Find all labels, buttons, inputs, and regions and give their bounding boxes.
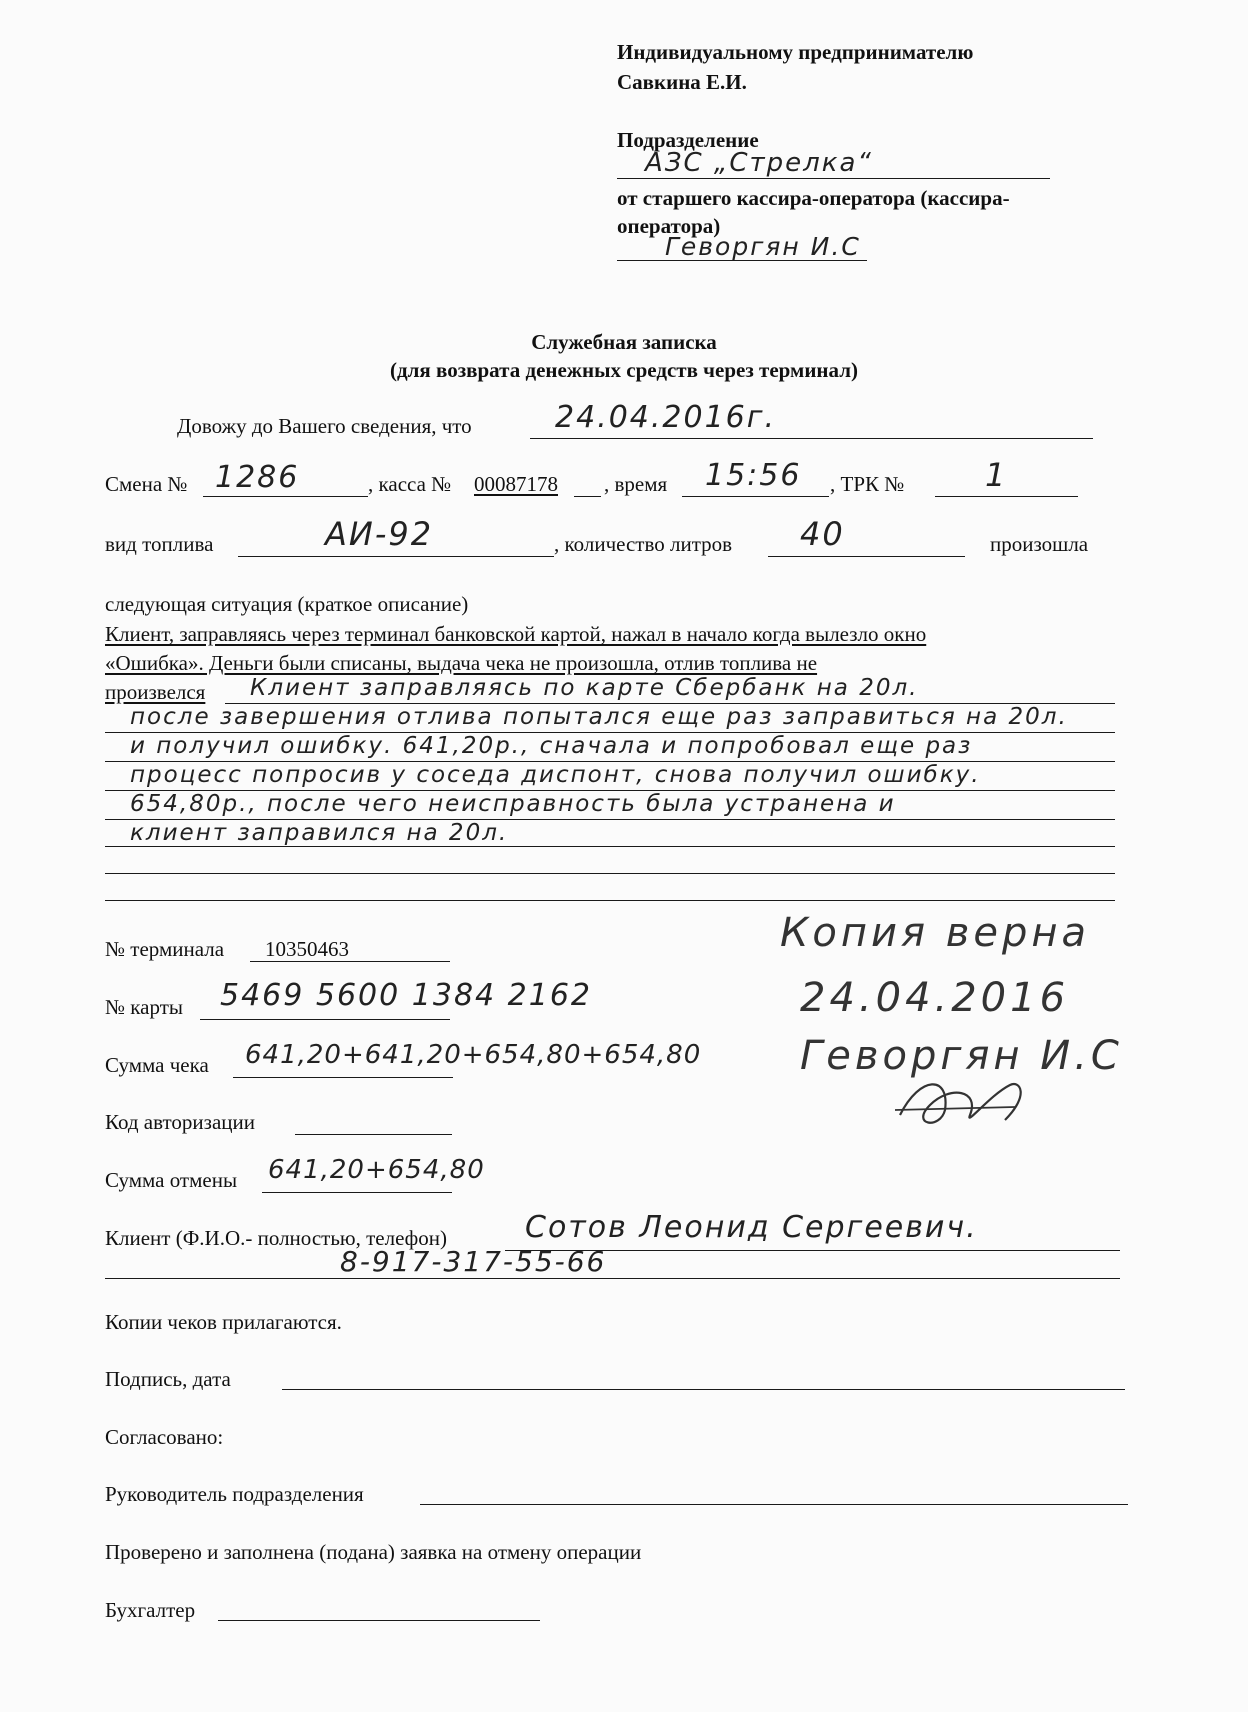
head-line <box>420 1504 1128 1505</box>
client-name-handwriting: Сотов Леонид Сергеевич. <box>525 1210 978 1245</box>
card-line <box>200 1019 450 1020</box>
auth-label: Код авторизации <box>105 1110 255 1134</box>
intro-date-line <box>530 438 1093 439</box>
shift-line <box>203 496 368 497</box>
card-handwriting: 5469 5600 1384 2162 <box>220 978 592 1013</box>
situation-line-7 <box>105 873 1115 874</box>
intro-date-handwriting: 24.04.2016г. <box>555 400 777 435</box>
check-sum-label: Сумма чека <box>105 1053 209 1077</box>
liters-handwriting: 40 <box>800 515 845 553</box>
signature-date-label: Подпись, дата <box>105 1367 231 1391</box>
liters-label: , количество литров <box>554 532 733 556</box>
fuel-type-label: вид топлива <box>105 532 214 556</box>
fuel-type-handwriting: АИ-92 <box>325 515 434 553</box>
situation-handwriting-5: 654,80р., после чего неисправность была устранена и <box>130 791 896 817</box>
division-handwriting: АЗС „Стрелка“ <box>645 148 873 178</box>
check-sum-handwriting: 641,20+641,20+654,80+654,80 <box>245 1040 702 1070</box>
cash-value: 00087178 <box>474 472 558 496</box>
situation-line-8 <box>105 900 1115 901</box>
memo-title: Служебная записка <box>531 330 717 354</box>
agreed-label: Согласовано: <box>105 1425 224 1449</box>
client-label: Клиент (Ф.И.О.- полностью, телефон) <box>105 1226 447 1250</box>
situation-typed-2: «Ошибка». Деньги были списаны, выдача чека не произошла, отлив топлива не <box>105 651 818 675</box>
situation-handwriting-2: после завершения отлива попытался еще раз заправиться на 20л. <box>130 704 1068 730</box>
shift-handwriting: 1286 <box>215 460 300 495</box>
intro-label: Довожу до Вашего сведения, что <box>177 414 472 438</box>
happened-label: произошла <box>990 532 1089 556</box>
accountant-label: Бухгалтер <box>105 1598 196 1622</box>
from-line <box>617 260 867 261</box>
stamp-line3: Геворгян И.С <box>800 1033 1123 1079</box>
time-handwriting: 15:56 <box>705 458 802 493</box>
addressee-line1: Индивидуальному предпринимателю <box>617 40 974 64</box>
check-sum-line <box>233 1077 453 1078</box>
from-label: от старшего кассира-оператора (кассира- <box>617 186 1010 210</box>
division-line <box>617 178 1050 179</box>
cash-label: , касса № <box>368 472 452 496</box>
terminal-line <box>250 961 450 962</box>
stamp-line2: 24.04.2016 <box>800 975 1070 1021</box>
fuel-type-line <box>238 556 554 557</box>
situation-handwriting-6: клиент заправился на 20л. <box>130 820 509 846</box>
terminal-label: № терминала <box>105 937 225 961</box>
time-line <box>682 496 829 497</box>
checked-label: Проверено и заполнена (подана) заявка на отмену операции <box>105 1540 642 1564</box>
signature-date-line <box>282 1389 1125 1390</box>
cancel-sum-line <box>262 1192 452 1193</box>
copies-note: Копии чеков прилагаются. <box>105 1310 342 1334</box>
head-label: Руководитель подразделения <box>105 1482 364 1506</box>
auth-line <box>295 1134 452 1135</box>
cancel-sum-handwriting: 641,20+654,80 <box>268 1155 485 1185</box>
signature-scribble <box>890 1065 1040 1135</box>
situation-label: следующая ситуация (краткое описание) <box>105 592 469 616</box>
from-label-cont: оператора) <box>617 214 721 238</box>
from-handwriting: Геворгян И.С <box>665 232 861 261</box>
situation-handwriting-4: процесс попросив у соседа диспонт, снова получил ошибку. <box>130 762 981 788</box>
card-label: № карты <box>105 995 184 1019</box>
client-line-2 <box>105 1278 1120 1279</box>
addressee-line2: Савкина Е.И. <box>617 70 747 94</box>
stamp-line1: Копия верна <box>780 910 1091 956</box>
situation-handwriting-3: и получил ошибку. 641,20р., сначала и попробовал еще раз <box>130 733 973 759</box>
trk-handwriting: 1 <box>985 456 1008 494</box>
situation-line-6 <box>105 846 1115 847</box>
liters-line <box>768 556 965 557</box>
client-phone-handwriting: 8-917-317-55-66 <box>340 1245 607 1278</box>
accountant-line <box>218 1620 540 1621</box>
memo-subtitle: (для возврата денежных средств через терминал) <box>390 358 858 382</box>
cash-line <box>574 496 601 497</box>
situation-typed-1: Клиент, заправляясь через терминал банковской картой, нажал в начало когда вылезло окно <box>105 622 927 646</box>
cancel-sum-label: Сумма отмены <box>105 1168 238 1192</box>
situation-handwriting-1: Клиент заправляясь по карте Сбербанк на 20л. <box>250 675 919 701</box>
situation-typed-3: произвелся <box>105 680 206 704</box>
trk-label: , ТРК № <box>830 472 905 496</box>
shift-label: Смена № <box>105 472 188 496</box>
trk-line <box>935 496 1078 497</box>
division-label: Подразделение <box>617 128 759 152</box>
time-label: , время <box>604 472 668 496</box>
terminal-value: 10350463 <box>265 937 349 961</box>
